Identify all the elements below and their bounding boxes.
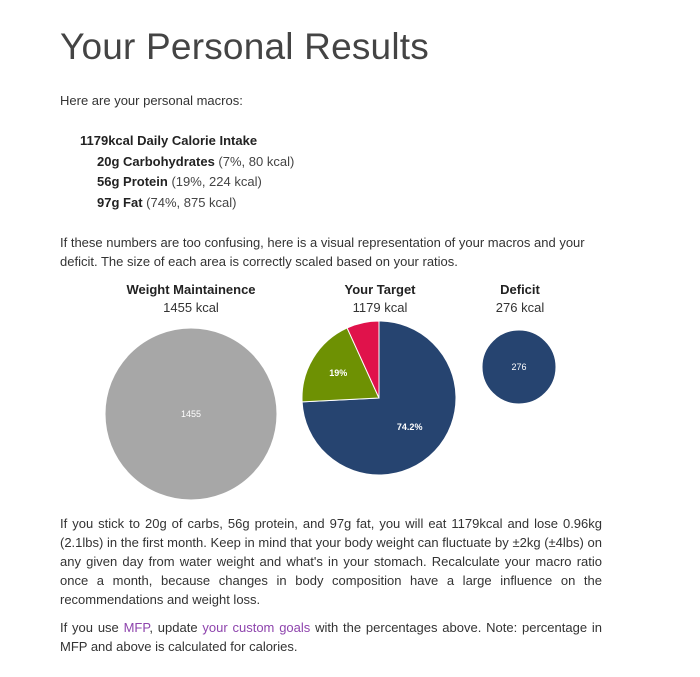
deficit-kcal: 276 kcal xyxy=(495,300,545,315)
mfp-note-middle: , update xyxy=(149,620,203,635)
maintenance-title: Weight Maintainence xyxy=(126,282,256,297)
fat-slice-label: 74.2% xyxy=(396,422,423,433)
calorie-unit: kcal xyxy=(108,133,134,148)
fat-detail: (74%, 875 kcal) xyxy=(146,194,237,210)
carbs-label: Carbohydrates xyxy=(123,153,215,169)
fat-label: Fat xyxy=(123,194,143,210)
macros-intro: Here are your personal macros: xyxy=(60,93,243,108)
mfp-note-prefix: If you use xyxy=(60,620,124,635)
fat-unit: g xyxy=(111,194,120,210)
page-title: Your Personal Results xyxy=(60,26,429,67)
pie-chart-1 xyxy=(105,328,277,500)
protein-slice-label: 19% xyxy=(329,368,348,379)
target-title: Your Target xyxy=(344,282,416,297)
carbs-detail: (7%, 80 kcal) xyxy=(218,153,295,169)
custom-goals-link[interactable]: your custom goals xyxy=(202,620,311,635)
deficit-slice-label: 276 xyxy=(511,362,527,372)
calorie-amount: 1179 xyxy=(80,133,109,148)
maintenance-slice-label: 1455 xyxy=(180,409,202,419)
mfp-link[interactable]: MFP xyxy=(123,620,150,635)
summary-text: If you stick to 20g of carbs, 56g protein, and 97g fat, you will eat 1179kcal and lose 0.96kg (2.1lbs) in the first month. Keep in mind that your body weight can fluctuate by ±2kg (±4lbs) on any given day from water weight and what's in your stomach. Recalculate your macro ratio once a month, because changes in body composition have a large influence on the recommendations and weight loss. xyxy=(60,516,602,607)
carbs-amount: 20 xyxy=(97,153,112,169)
visual-intro-text: If these numbers are too confusing, here is a visual representation of your macros and your deficit. The size of each area is correctly scaled based on your ratios. xyxy=(60,235,585,269)
pie-chart-2 xyxy=(302,321,456,475)
protein-detail: (19%, 224 kcal) xyxy=(171,174,262,189)
protein-unit: g xyxy=(111,174,120,189)
deficit-title: Deficit xyxy=(500,282,540,297)
mfp-note xyxy=(60,618,602,656)
protein-label: Protein xyxy=(123,174,168,189)
maintenance-kcal: 1455 kcal xyxy=(163,300,219,315)
protein-amount: 56 xyxy=(97,174,112,189)
mfp-note-suffix: with the percentages above. Note: percentage in MFP and above is calculated for calories. xyxy=(60,620,602,654)
fat-amount: 97 xyxy=(97,194,112,210)
calorie-label: Daily Calorie Intake xyxy=(137,133,258,148)
target-kcal: 1179 kcal xyxy=(352,300,408,315)
carbs-unit: g xyxy=(111,153,120,169)
pie-chart-3 xyxy=(482,330,556,404)
